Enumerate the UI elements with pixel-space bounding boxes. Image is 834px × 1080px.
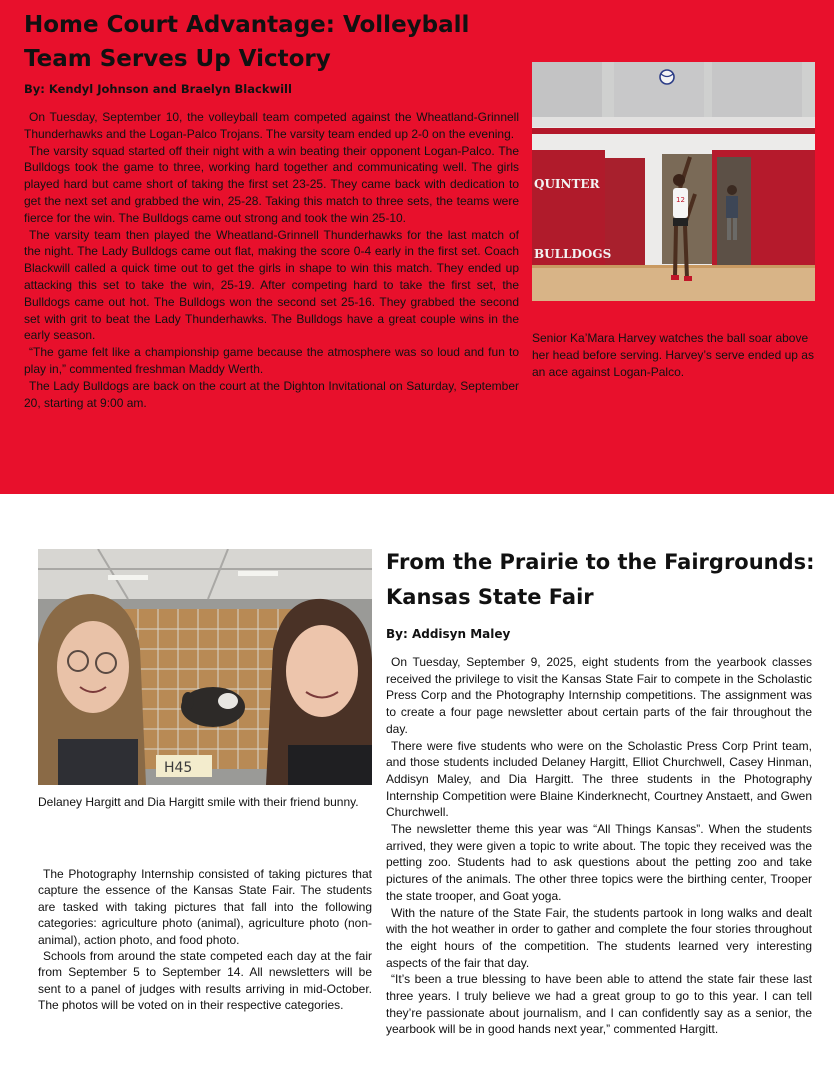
article-paragraph: “The game felt like a championship game because the atmosphere was so loud and fun to play in,” commented freshman Maddy Werth. bbox=[24, 345, 519, 376]
article-paragraph: On Tuesday, September 9, 2025, eight students from the yearbook classes received the privilege to visit the Kansas State Fair to compete in the Scholastic Press Corp and the Photography Internship competitions. The assignment was to create a four page newsletter about certain parts of the fair throughout the day. bbox=[386, 655, 812, 736]
volleyball-article-body bbox=[24, 109, 519, 411]
article-paragraph: The newsletter theme this year was “All Things Kansas”. When the students arrived, they were given a topic to write about. The topic they received was the petting zoo. Students had to ask questions about the petting zoo and take pictures of the animals. The other three topics were the birthing center, Trooper the state trooper, and Goat yoga. bbox=[386, 822, 812, 903]
photography-internship-sidebar bbox=[38, 866, 372, 1014]
article-paragraph: The Lady Bulldogs are back on the court at the Dighton Invitational on Saturday, September 20, starting at 9:00 am. bbox=[24, 378, 519, 410]
state-fair-students-photo bbox=[38, 549, 372, 785]
state-fair-article-body bbox=[386, 654, 812, 1038]
article-paragraph: On Tuesday, September 10, the volleyball team competed against the Wheatland-Grinnell Thunderhawks and the Logan-Palco Trojans. The varsity team ended up 2-0 on the evening. bbox=[24, 110, 519, 141]
state-fair-photo-caption: Delaney Hargitt and Dia Hargitt smile with their friend bunny. bbox=[38, 795, 359, 809]
state-fair-article-title: From the Prairie to the Fairgrounds: Kansas State Fair bbox=[386, 550, 815, 609]
article-paragraph: The Photography Internship consisted of taking pictures that capture the essence of the Kansas State Fair. The students are tasked with taking pictures that fall into the following categories: agriculture photo (animal), agriculture photo (non-animal), action photo, and food photo. bbox=[38, 867, 372, 947]
cage-sign-label: H45 bbox=[164, 760, 193, 776]
state-fair-article-byline: By: Addisyn Maley bbox=[386, 627, 511, 641]
volleyball-article-title: Home Court Advantage: Volleyball Team Serves Up Victory bbox=[24, 12, 470, 72]
article-paragraph: There were five students who were on the Scholastic Press Corp Print team, and those students included Delaney Hargitt, Elliot Churchwell, Casey Hinman, Addisyn Maley, and Dia Hargitt. The three students in the Photography Internship Competition were Blaine Kinderknecht, Courtney Anstaett, and Gwen Churchwell. bbox=[386, 738, 812, 820]
wall-text-quinter: QUINTER bbox=[534, 177, 600, 191]
volleyball-serve-photo bbox=[532, 62, 815, 301]
article-paragraph: The varsity squad started off their night with a win beating their opponent Logan-Palco. The Bulldogs took the game to three, working hard together and communicating well. The girls played hard but came short of taking the first set 23-25. They came back with dedication to get the next set and grabbed the win, 25-28. Taking this match to three sets, the teams were fierce for the win. The Bulldogs came out strong and took the win 25-10. bbox=[24, 143, 519, 225]
jersey-number: 12 bbox=[676, 196, 685, 204]
article-paragraph: “It’s been a true blessing to have been able to attend the state fair these last three years. I truly believe we had a great group to go to this year. I can tell they’re passionate about journalism, and I can confidently say as a senior, the yearbook will be in good hands next year,” commented Hargitt. bbox=[386, 972, 812, 1037]
article-paragraph: Schools from around the state competed each day at the fair from September 5 to September 14. All newsletters will be sent to a panel of judges with results arriving in mid-October. The photos will be voted on in their respective categories. bbox=[38, 949, 372, 1013]
volleyball-photo-caption: Senior Ka’Mara Harvey watches the ball soar above her head before serving. Harvey’s serve ended up as an ace against Logan-Palco. bbox=[532, 331, 814, 379]
article-paragraph: The varsity team then played the Wheatland-Grinnell Thunderhawks for the last match of the night. The Lady Bulldogs came out flat, making the score 0-4 early in the first set. Coach Blackwill called a quick time out to get the girls in shape to win this match. They ended up attacking this set to take the win, 25-19. After competing hard to take the first set, the Bulldogs came out hot. The Bulldogs won the second set 25-16. They grabbed the second set with grit to beat the Lady Thunderhawks. The Bulldogs have a great couple wins in the early season. bbox=[24, 227, 519, 343]
article-paragraph: With the nature of the State Fair, the students partook in long walks and dealt with the hot weather in order to gather and complete the four stories throughout the eight hours of the competition. The students learned very interesting aspects of the fair that day. bbox=[386, 905, 812, 970]
volleyball-article-byline: By: Kendyl Johnson and Braelyn Blackwill bbox=[24, 82, 292, 96]
wall-text-bulldogs: BULLDOGS bbox=[534, 247, 612, 261]
